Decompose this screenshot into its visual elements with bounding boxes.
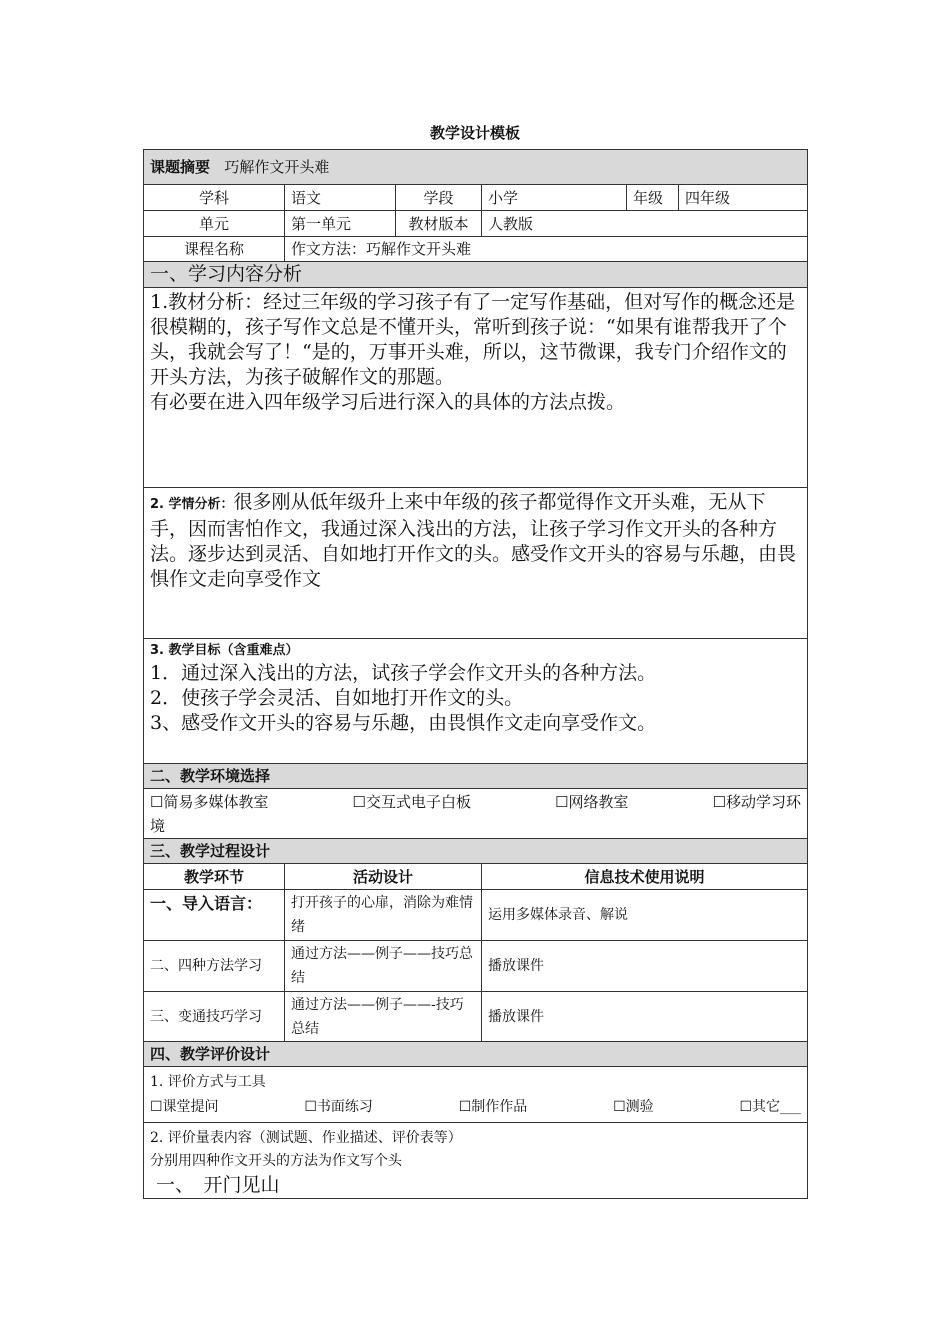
evaluation-scale-item: 一、 开门见山 [156,1174,280,1196]
section3-heading: 三、教学过程设计 [144,839,808,864]
option-simple-multimedia[interactable]: ☐简易多媒体教室 [150,793,269,811]
process-header-row [144,864,808,890]
summary-cell [144,150,808,185]
teaching-goals-row [144,639,808,764]
stage-value: 小学 [482,185,627,211]
table-row [144,890,808,941]
edition-label: 教材版本 [396,211,482,237]
info-row-unit [144,211,808,237]
process-activity: 通过方法——例子——技巧总结 [285,941,482,992]
evaluation-methods-row [144,1067,808,1123]
evaluation-scale-cell [144,1123,808,1199]
info-row-subject [144,185,808,211]
column-header-stage: 教学环节 [144,864,285,890]
process-tech: 播放课件 [482,941,808,992]
summary-label: 课题摘要 [150,158,211,176]
course-label: 课程名称 [144,237,285,262]
environment-options-row [144,789,808,839]
option-network-classroom[interactable]: ☐网络教室 [555,793,629,811]
process-tech: 播放课件 [482,992,808,1042]
table-row [144,941,808,992]
table-row [144,992,808,1042]
process-tech: 运用多媒体录音、解说 [482,890,808,941]
process-stage: 二、四种方法学习 [144,941,285,992]
subject-value: 语文 [285,185,396,211]
learner-analysis-row [144,488,808,639]
section1-heading: 一、学习内容分析 [144,262,808,288]
evaluation-methods-cell [144,1067,808,1123]
section2-heading-row [144,764,808,789]
process-activity: 打开孩子的心扉，消除为难情绪 [285,890,482,941]
option-mobile-learning[interactable]: ☐移动学习环 [712,793,802,811]
grade-label: 年级 [627,185,679,211]
learner-analysis-text: 很多刚从低年级升上来中年级的孩子都觉得作文开头难，无从下手，因而害怕作文，我通过深入浅出的方法，让孩子学习作文开头的各种方法。逐步达到灵活、自如地打开作文的头。感受作文开头的容易与乐趣，由畏惧作文走向享受作文 [150,491,797,590]
lesson-design-table [143,149,808,1199]
option-whiteboard[interactable]: ☐交互式电子白板 [352,793,471,811]
unit-label: 单元 [144,211,285,237]
grade-value: 四年级 [679,185,808,211]
evaluation-methods [150,1095,801,1120]
environment-options [150,792,801,812]
evaluation-methods-label: 1. 评价方式与工具 [150,1074,266,1090]
section4-heading: 四、教学评价设计 [144,1042,808,1067]
process-stage: 一、导入语言： [144,890,285,941]
column-header-tech: 信息技术使用说明 [482,864,808,890]
section4-heading-row [144,1042,808,1067]
course-value: 作文方法：巧解作文开头难 [285,237,808,262]
goal-item: 1．通过深入浅出的方法，试孩子学会作文开头的各种方法。 [150,662,657,684]
material-analysis-row [144,288,808,488]
method-other[interactable]: ☐其它___ [739,1099,802,1115]
process-activity: 通过方法——例子——-技巧总结 [285,992,482,1042]
material-analysis-cell [144,288,808,488]
method-written-exercise[interactable]: ☐书面练习 [304,1099,373,1115]
learner-analysis-label: 2. 学情分析： [150,497,234,512]
teaching-goals-label: 3. 教学目标（含重难点） [150,643,299,658]
evaluation-scale-label: 2. 评价量表内容（测试题、作业描述、评价表等） [150,1130,462,1146]
learner-analysis-cell [144,488,808,639]
material-analysis-text: 1.教材分析：经过三年级的学习孩子有了一定写作基础，但对写作的概念还是很模糊的，孩子写作文总是不懂开头，常听到孩子说：“如果有谁帮我开了个头，我就会写了！“是的，万事开头难，所以，这节微课，我专门介绍作文的开头方法，为孩子破解作文的那题。 [150,291,796,388]
material-analysis-extra: 有必要在进入四年级学习后进行深入的具体的方法点拨。 [150,391,626,413]
evaluation-scale-row [144,1123,808,1199]
option-wrap-text: 境 [150,817,166,835]
goal-item: 2．使孩子学会灵活、自如地打开作文的头。 [150,687,524,709]
process-stage: 三、变通技巧学习 [144,992,285,1042]
column-header-activity: 活动设计 [285,864,482,890]
subject-label: 学科 [144,185,285,211]
summary-value: 巧解作文开头难 [224,158,330,176]
teaching-goals-cell [144,639,808,764]
method-make-work[interactable]: ☐制作作品 [458,1099,528,1115]
summary-row [144,150,808,185]
section3-heading-row [144,839,808,864]
document-title: 教学设计模板 [429,124,520,142]
section2-heading: 二、教学环境选择 [144,764,808,789]
stage-label: 学段 [396,185,482,211]
edition-value: 人教版 [482,211,808,237]
unit-value: 第一单元 [285,211,396,237]
section1-heading-row [144,262,808,288]
goal-item: 3、感受作文开头的容易与乐趣，由畏惧作文走向享受作文。 [150,712,657,734]
method-classroom-question[interactable]: ☐课堂提问 [150,1099,219,1115]
environment-options-cell [144,789,808,839]
info-row-course [144,237,808,262]
method-quiz[interactable]: ☐测验 [613,1099,654,1115]
evaluation-scale-text: 分别用四种作文开头的方法为作文写个头 [150,1153,402,1169]
